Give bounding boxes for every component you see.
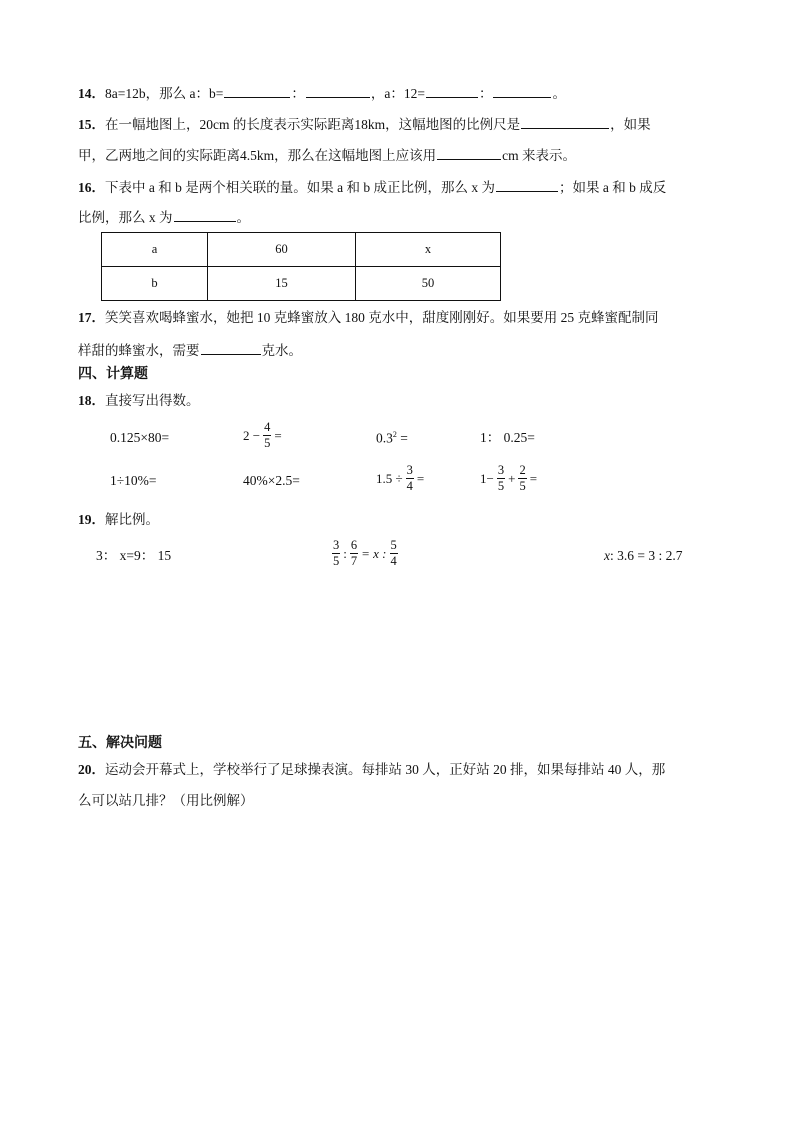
question-19 [78, 513, 159, 527]
answer-blank[interactable] [306, 85, 370, 98]
question-20-line-1 [78, 763, 665, 777]
expr-3 [376, 431, 408, 445]
question-text: 8a=12b，那么 a：b= [105, 86, 224, 101]
ratio-colon: : [343, 546, 347, 562]
equals: = [396, 430, 408, 446]
question-text: 克水。 [261, 343, 302, 358]
expr-4: 1： 0.25= [480, 430, 535, 445]
question-text: cm 来表示。 [502, 148, 576, 163]
proportion-3 [604, 549, 683, 563]
equals: = [529, 471, 538, 487]
question-17-line-1 [78, 311, 659, 325]
question-text: 运动会开幕式上，学校举行了足球操表演。每排站 30 人，正好站 20 排，如果每排站 40 人，那 [105, 762, 666, 777]
equals: = [416, 471, 425, 487]
question-20-line-2: 么可以站几排？（用比例解） [78, 793, 254, 808]
question-text: 甲，乙两地之间的实际距离4.5km，那么在这幅地图上应该用 [78, 148, 437, 163]
question-14 [78, 85, 566, 101]
numerator: 2 [518, 464, 526, 479]
answer-blank[interactable] [521, 116, 609, 129]
numerator: 6 [350, 539, 358, 554]
table-cell: 15 [208, 267, 356, 301]
question-number: 15． [78, 117, 105, 132]
section-heading-problem-solving: 五、解决问题 [78, 736, 162, 751]
colon: ： [291, 86, 305, 101]
question-16-line-2 [78, 209, 250, 225]
question-text: 笑笑喜欢喝蜂蜜水，她把 10 克蜂蜜放入 180 克水中，甜度刚刚好。如果要用 25 克蜂蜜配制同 [105, 310, 659, 325]
question-text: 在一幅地图上，20cm 的长度表示实际距离18km，这幅地图的比例尺是 [105, 117, 521, 132]
question-text: 样甜的蜂蜜水，需要 [78, 343, 200, 358]
question-17-line-2 [78, 342, 302, 358]
fraction [518, 464, 526, 493]
fraction [350, 539, 358, 568]
answer-blank[interactable] [493, 85, 551, 98]
fraction [332, 539, 340, 568]
answer-blank[interactable] [496, 179, 558, 192]
denominator: 5 [264, 436, 271, 451]
denominator: 4 [406, 479, 413, 494]
base: 0.3 [376, 430, 393, 446]
answer-blank[interactable] [437, 147, 501, 160]
ab-table [101, 232, 501, 301]
table-row [102, 233, 501, 267]
table-row [102, 267, 501, 301]
expr-text: = x : [361, 546, 387, 562]
question-text: 直接写出得数。 [105, 393, 200, 408]
denominator: 5 [333, 554, 340, 569]
question-text: ，a：12= [370, 86, 425, 101]
expr-5: 1÷10%= [110, 473, 157, 488]
table-cell: a [102, 233, 208, 267]
table-cell: b [102, 267, 208, 301]
proportion-2 [330, 538, 400, 568]
question-number: 14． [78, 86, 105, 101]
denominator: 4 [390, 554, 397, 569]
expr-6: 40%×2.5= [243, 473, 300, 488]
question-18 [78, 394, 200, 408]
colon: ： [478, 86, 493, 101]
fraction [263, 421, 271, 450]
denominator: 5 [519, 479, 526, 494]
answer-blank[interactable] [224, 85, 290, 98]
question-number: 17． [78, 310, 105, 325]
expr-1: 0.125×80= [110, 430, 170, 445]
period: 。 [552, 86, 566, 101]
proportion-1: 3： x=9： 15 [96, 548, 172, 563]
denominator: 5 [497, 479, 505, 494]
question-text: 。 [236, 210, 250, 225]
question-text: ；如果 a 和 b 成反 [558, 180, 667, 195]
operator: + [508, 471, 516, 487]
expr-7 [376, 464, 424, 493]
answer-blank[interactable] [174, 209, 236, 222]
question-number: 16． [78, 180, 105, 195]
expr-text: 1.5 ÷ [376, 471, 403, 487]
question-number: 19． [78, 512, 105, 527]
question-text: ，如果 [610, 117, 651, 132]
fraction [497, 464, 505, 493]
numerator: 3 [332, 539, 340, 554]
exponent: 2 [392, 430, 397, 439]
numerator: 3 [497, 464, 505, 479]
question-number: 18． [78, 393, 105, 408]
question-15-line-2 [78, 147, 576, 163]
expr-text: 2 − [243, 428, 261, 444]
question-text: 比例，那么 x 为 [78, 210, 173, 225]
table-cell: 50 [356, 267, 501, 301]
section-heading-calculation: 四、计算题 [78, 367, 148, 382]
table-cell: 60 [208, 233, 356, 267]
answer-blank[interactable] [426, 85, 478, 98]
expr-2 [243, 421, 282, 450]
question-text: 下表中 a 和 b 是两个相关联的量。如果 a 和 b 成正比例，那么 x 为 [105, 180, 495, 195]
numerator: 5 [390, 539, 398, 554]
answer-blank[interactable] [201, 342, 261, 355]
question-text: 解比例。 [105, 512, 159, 527]
question-15-line-1 [78, 116, 651, 132]
variable: x [604, 548, 610, 563]
expr-text: : 3.6 = 3 : 2.7 [610, 548, 683, 563]
expr-8 [480, 464, 537, 493]
fraction [406, 464, 414, 493]
question-16-line-1 [78, 179, 666, 195]
numerator: 3 [406, 464, 414, 479]
expr-text: 1− [480, 471, 494, 487]
fraction [390, 539, 398, 568]
numerator: 4 [263, 421, 271, 436]
denominator: 7 [350, 554, 358, 569]
question-number: 20． [78, 762, 105, 777]
table-cell: x [356, 233, 501, 267]
equals: = [274, 428, 282, 444]
